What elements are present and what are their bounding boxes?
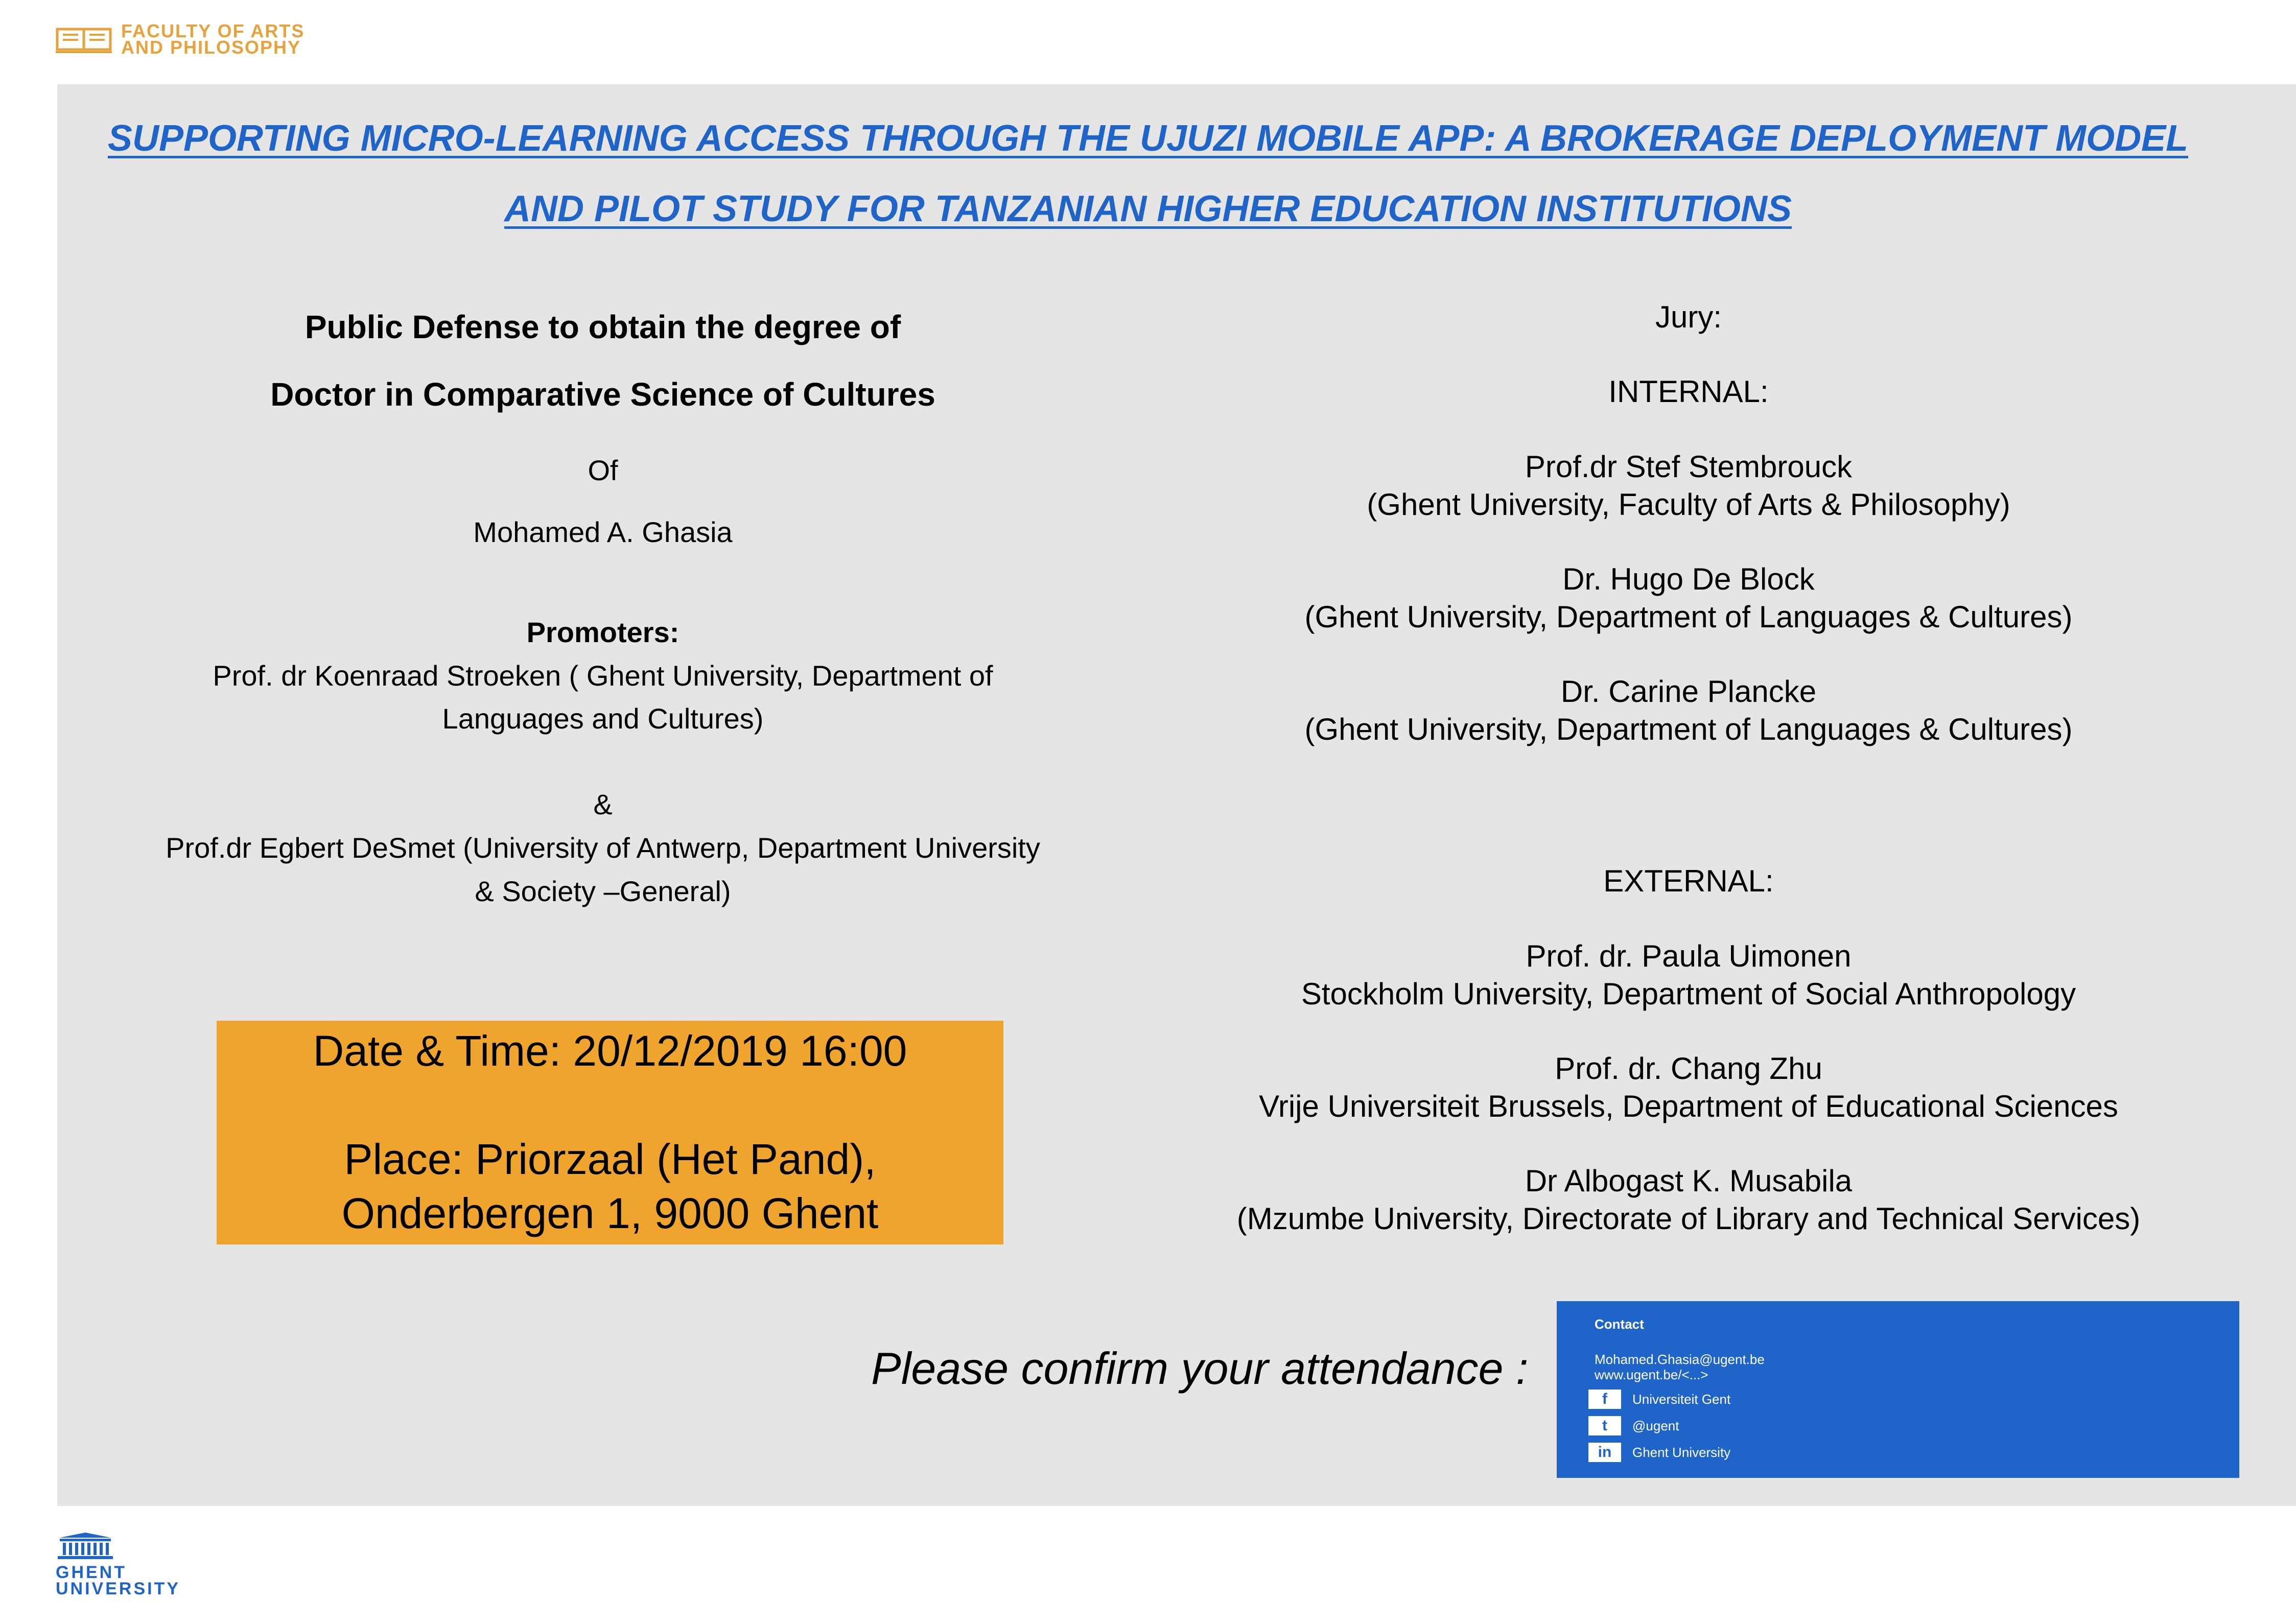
jury-external-member	[1180, 937, 2197, 1013]
title-line2: AND PILOT STUDY FOR TANZANIAN HIGHER EDUCATION INSTITUTIONS	[504, 189, 1792, 229]
contact-website[interactable]: www.ugent.be/<...>	[1595, 1367, 1708, 1382]
jury-external-member	[1180, 1050, 2197, 1125]
jury-internal-member	[1180, 673, 2197, 748]
jury-label: Jury:	[1655, 300, 1722, 334]
twitter-icon: t	[1588, 1416, 1621, 1435]
candidate-name: Mohamed A. Ghasia	[473, 516, 733, 548]
promoters-ampersand: &	[593, 788, 613, 820]
confirm-attendance-text: Please confirm your attendance :	[871, 1343, 1529, 1394]
book-icon	[56, 27, 112, 54]
promoter-1-line2: Languages and Cultures)	[442, 702, 764, 735]
faculty-logo	[56, 20, 305, 58]
linkedin-icon: in	[1588, 1443, 1621, 1462]
event-datetime: Date & Time: 20/12/2019 16:00	[313, 1027, 907, 1075]
promoter-1-line1: Prof. dr Koenraad Stroeken ( Ghent University, Department of	[213, 660, 993, 692]
university-name	[56, 1564, 180, 1597]
promoter-2-line1: Prof.dr Egbert DeSmet (University of Antwerp, Department University	[166, 832, 1040, 864]
jury-internal-member	[1180, 560, 2197, 636]
ghent-university-logo	[56, 1532, 180, 1597]
facebook-link[interactable]	[1595, 1390, 2239, 1409]
facebook-icon: f	[1588, 1390, 1621, 1409]
jury-member-name: Prof. dr. Chang Zhu	[1555, 1051, 1822, 1086]
university-line2: UNIVERSITY	[56, 1579, 181, 1598]
jury-member-affiliation: (Ghent University, Department of Languages & Cultures)	[1304, 712, 2073, 746]
event-place-line2: Onderbergen 1, 9000 Ghent	[341, 1189, 879, 1237]
jury-member-affiliation: (Ghent University, Faculty of Arts & Philosophy)	[1367, 487, 2010, 522]
jury-member-name: Prof.dr Stef Stembrouck	[1525, 450, 1853, 484]
jury-internal-label: INTERNAL:	[1608, 374, 1769, 409]
jury-member-affiliation: (Ghent University, Department of Languages & Cultures)	[1304, 600, 2073, 634]
jury-external-member	[1180, 1162, 2197, 1238]
jury-member-affiliation: Stockholm University, Department of Social Anthropology	[1301, 977, 2076, 1011]
twitter-link[interactable]	[1595, 1416, 2239, 1435]
jury-member-name: Dr Albogast K. Musabila	[1525, 1164, 1853, 1198]
jury-member-name: Dr. Hugo De Block	[1562, 562, 1815, 596]
jury-internal-member	[1180, 448, 2197, 524]
jury-member-name: Prof. dr. Paula Uimonen	[1526, 939, 1852, 973]
faculty-line2: AND PHILOSOPHY	[121, 37, 301, 58]
promoter-2-line2: & Society –General)	[475, 875, 731, 907]
jury-member-affiliation: (Mzumbe University, Directorate of Library and Technical Services)	[1236, 1202, 2141, 1236]
facebook-label: Universiteit Gent	[1632, 1391, 1731, 1407]
event-details-box	[217, 1021, 1003, 1244]
jury-member-affiliation: Vrije Universiteit Brussels, Department of Educational Sciences	[1259, 1089, 2118, 1123]
promoters-label: Promoters:	[526, 616, 680, 648]
jury-member-name: Dr. Carine Plancke	[1560, 674, 1817, 709]
event-place-line1: Place: Priorzaal (Het Pand),	[344, 1135, 876, 1183]
faculty-line1: FACULTY OF ARTS	[121, 20, 305, 41]
of-label: Of	[588, 454, 618, 486]
contact-box	[1557, 1301, 2239, 1478]
university-line1: GHENT	[56, 1563, 127, 1582]
contact-title: Contact	[1595, 1316, 1644, 1332]
faculty-name	[121, 20, 305, 58]
defense-heading-line1: Public Defense to obtain the degree of	[304, 309, 901, 345]
jury-external-label: EXTERNAL:	[1603, 864, 1774, 898]
title-line1: SUPPORTING MICRO-LEARNING ACCESS THROUGH THE UJUZI MOBILE APP: A BROKERAGE DEPLOYMENT MODEL	[107, 118, 2189, 159]
university-building-icon	[56, 1532, 115, 1560]
linkedin-label: Ghent University	[1632, 1444, 1731, 1460]
twitter-label: @ugent	[1632, 1418, 1679, 1433]
linkedin-link[interactable]	[1595, 1443, 2239, 1462]
contact-email[interactable]: Mohamed.Ghasia@ugent.be	[1595, 1352, 1765, 1367]
defense-heading-line2: Doctor in Comparative Science of Cultures	[270, 376, 935, 413]
